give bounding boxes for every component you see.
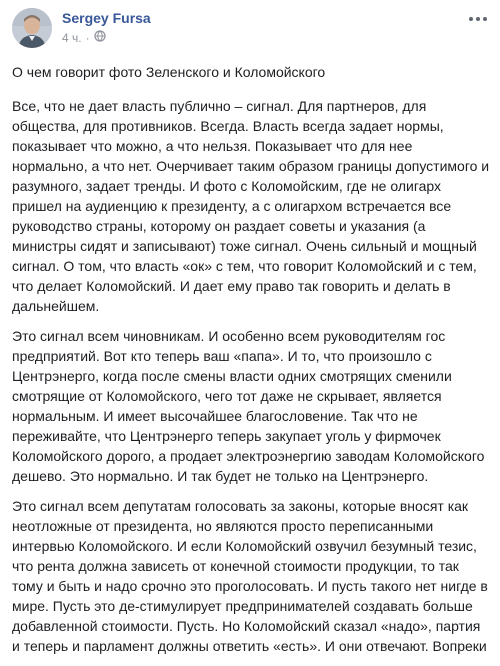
globe-icon — [94, 30, 106, 45]
more-horizontal-icon[interactable] — [468, 10, 488, 28]
post-body — [12, 62, 490, 666]
author-name[interactable]: Sergey Fursa — [62, 10, 151, 26]
post-header — [12, 8, 488, 50]
profile-photo — [12, 8, 52, 48]
meta-separator: · — [85, 30, 90, 45]
post-timestamp[interactable]: 4 ч. — [62, 30, 82, 45]
post-meta — [62, 30, 106, 45]
post-paragraph: Это сигнал всем депутатам голосовать за законы, которые вносят как неотложные от президента, но являются просто переписанными интервью Коломойского. И если Коломойский озвучил безумный тезис, что рента должна зависеть от конечной стоимости продукции, то так тому и быть и надо срочно это проголосовать. И пусть такого нет нигде в мире. Пусть это де-стимулирует предпринимателей создавать больше добавленной стоимости. Пусть. Но Коломойский сказал «надо», партия и теперь и парламент должны ответить «есть». И они отвечают. Вопреки — [12, 498, 488, 654]
post-title: О чем говорит фото Зеленского и Коломойского — [12, 64, 326, 80]
post-paragraph: Это сигнал всем чиновникам. И особенно всем руководителям гос предприятий. Вот кто теперь ваш «папа». И то, что произошло с Центрэнерго, когда после смены власти одних смотрящих сменили смотрящие от Коломойского, чего тот даже не скрывает, является нормальным. И имеет высочайшее благословение. Так что не переживайте, что Центрэнерго теперь закупает уголь у фирмочек Коломойского дорого, а продает электроэнергию заводам Коломойского дешево. Это нормально. И так будет не только на Центрэнерго. — [12, 328, 485, 484]
post-paragraph: Все, что не дает власть публично – сигнал. Для партнеров, для общества, для противников. Всегда. Власть всегда задает нормы, показывает что можно, а что нельзя. Показывает что для нее нормально, а что нет. Очерчивает таким образом границы допустимого и разумного, задает тренды. И фото с Коломойским, где не олигарх пришел на аудиенцию к президенту, а с олигархом встречается все руководство страны, которому он раздает советы и указания (а министры сидят и записывают) тоже сигнал. Очень сильный и мощный сигнал. О том, что власть «ок» с тем, что говорит Коломойский и с тем, что делает Коломойский. И дает ему право так говорить и делать в дальнейшем. — [12, 98, 490, 314]
avatar[interactable] — [12, 8, 52, 48]
